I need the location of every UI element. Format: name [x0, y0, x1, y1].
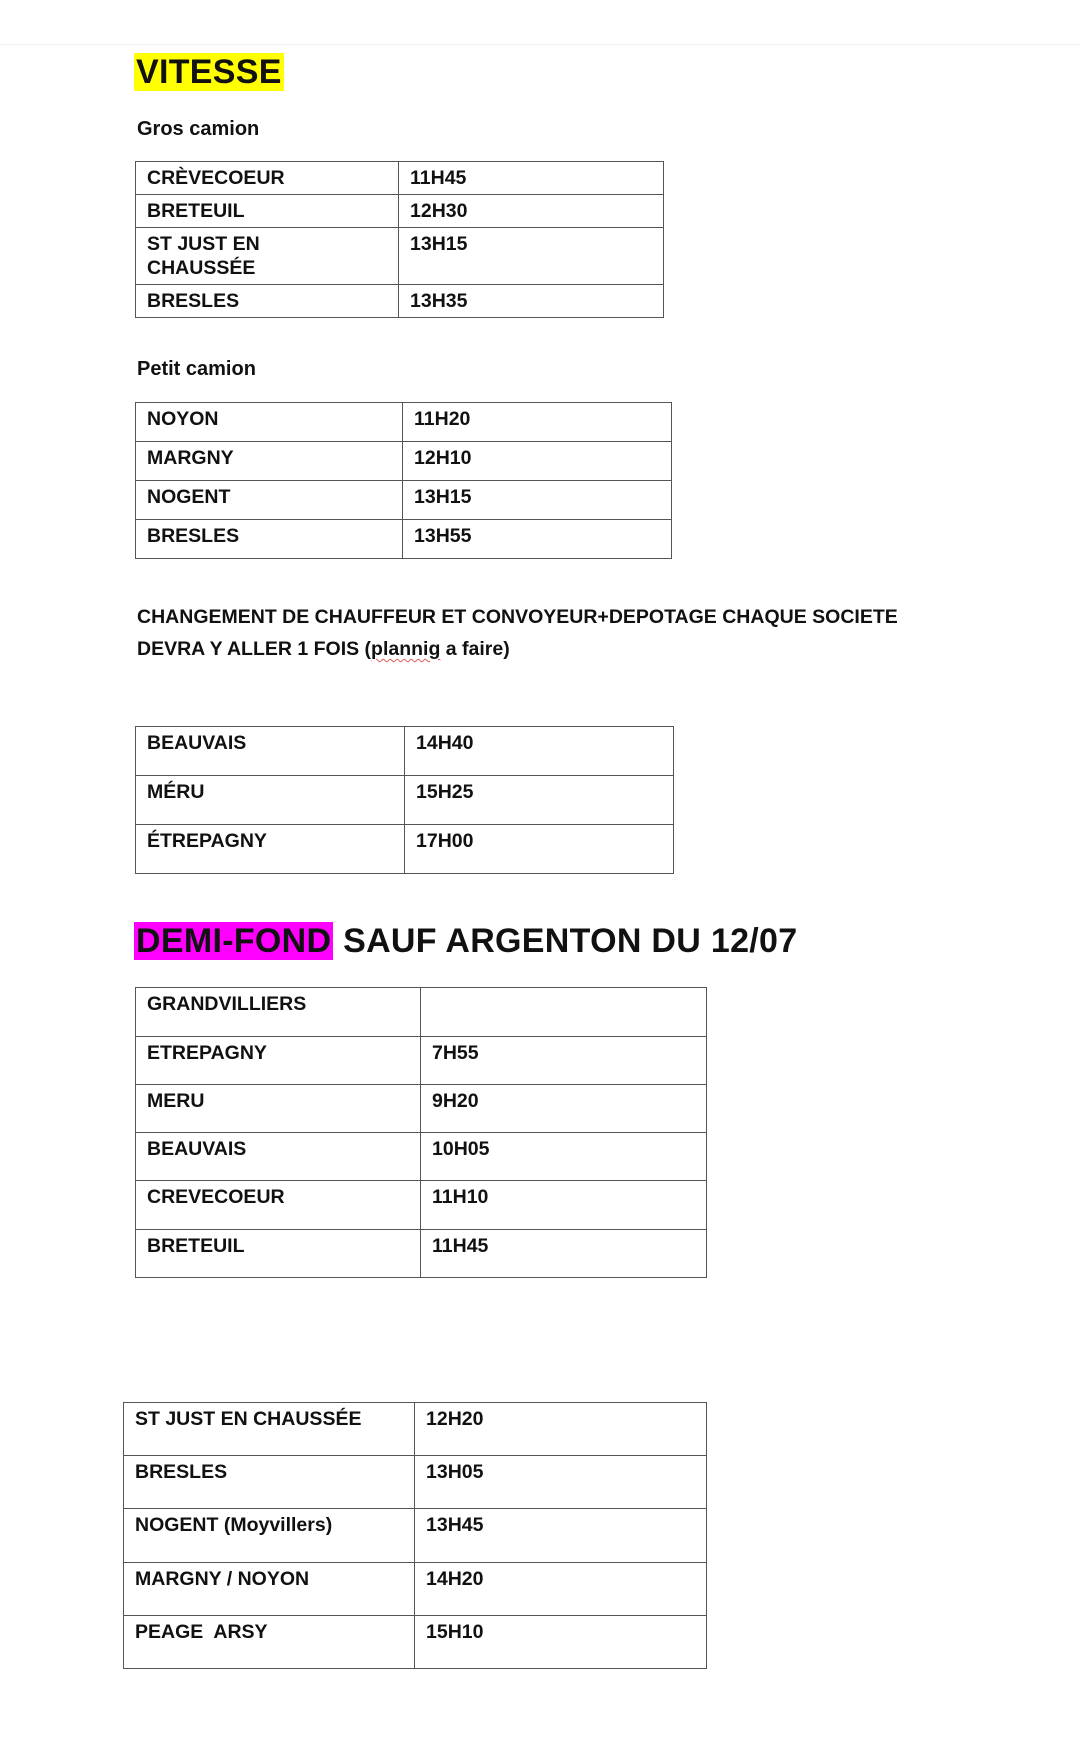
table-row — [136, 162, 664, 195]
table-row — [136, 1181, 707, 1230]
table-row — [136, 1085, 707, 1133]
top-divider — [0, 44, 1080, 45]
table-row — [136, 776, 674, 825]
place-cell: BRESLES — [136, 520, 403, 559]
place-cell: ST JUST EN CHAUSSÉE — [124, 1403, 415, 1456]
vitesse-highlight: VITESSE — [136, 53, 282, 91]
time-cell: 15H25 — [405, 776, 674, 825]
place-cell: CREVECOEUR — [136, 1181, 421, 1230]
place-cell: GRANDVILLIERS — [136, 988, 421, 1037]
place-cell: NOGENT — [136, 481, 403, 520]
demi-fond-title-rest: SAUF ARGENTON DU 12/07 — [333, 922, 798, 960]
place-cell: BRESLES — [124, 1456, 415, 1509]
gros-camion-label: Gros camion — [137, 118, 260, 140]
time-cell: 13H45 — [415, 1509, 707, 1563]
time-cell: 14H20 — [415, 1563, 707, 1616]
petit-camion-table — [135, 402, 672, 559]
place-cell: MARGNY / NOYON — [124, 1563, 415, 1616]
time-cell: 12H30 — [399, 195, 664, 228]
place-cell: BRETEUIL — [136, 1230, 421, 1278]
table-row — [136, 1037, 707, 1085]
place-cell: NOYON — [136, 403, 403, 442]
table-row — [136, 228, 664, 285]
note-line-2 — [137, 633, 1017, 665]
time-cell — [421, 988, 707, 1037]
time-cell: 13H15 — [403, 481, 672, 520]
time-cell: 10H05 — [421, 1133, 707, 1181]
place-cell: BEAUVAIS — [136, 727, 405, 776]
place-cell: BEAUVAIS — [136, 1133, 421, 1181]
table-row — [136, 285, 664, 318]
place-cell: ÉTREPAGNY — [136, 825, 405, 874]
table-row — [136, 727, 674, 776]
time-cell: 17H00 — [405, 825, 674, 874]
note-line-2-end: a faire) — [440, 638, 510, 660]
time-cell: 11H45 — [421, 1230, 707, 1278]
note-line-1: CHANGEMENT DE CHAUFFEUR ET CONVOYEUR+DEPOTAGE CHAQUE SOCIETE — [137, 606, 898, 628]
table-row — [136, 825, 674, 874]
table-row — [124, 1509, 707, 1563]
table-row — [136, 988, 707, 1037]
gros-camion-table — [135, 161, 664, 318]
table-row — [124, 1403, 707, 1456]
table-row — [136, 195, 664, 228]
time-cell: 9H20 — [421, 1085, 707, 1133]
time-cell: 13H35 — [399, 285, 664, 318]
misspelled-word: plannig — [371, 638, 441, 660]
place-cell: PEAGE ARSY — [124, 1616, 415, 1669]
time-cell: 11H45 — [399, 162, 664, 195]
place-cell: NOGENT (Moyvillers) — [124, 1509, 415, 1563]
table-row — [136, 481, 672, 520]
place-cell: MÉRU — [136, 776, 405, 825]
demi-fond-table-2 — [123, 1402, 707, 1669]
time-cell: 13H05 — [415, 1456, 707, 1509]
section-title-vitesse — [134, 50, 284, 94]
place-cell: BRESLES — [136, 285, 399, 318]
time-cell: 13H15 — [399, 228, 664, 285]
after-change-table — [135, 726, 674, 874]
time-cell: 12H20 — [415, 1403, 707, 1456]
time-cell: 15H10 — [415, 1616, 707, 1669]
place-cell: CRÈVECOEUR — [136, 162, 399, 195]
table-row — [136, 1230, 707, 1278]
table-row — [136, 520, 672, 559]
demi-fond-highlight: DEMI-FOND — [136, 922, 332, 960]
place-cell: MERU — [136, 1085, 421, 1133]
time-cell: 11H20 — [403, 403, 672, 442]
place-cell: BRETEUIL — [136, 195, 399, 228]
place-cell: MARGNY — [136, 442, 403, 481]
driver-change-note — [137, 601, 1017, 665]
table-row — [136, 442, 672, 481]
section-title-demi-fond — [134, 919, 797, 963]
note-line-2-start: DEVRA Y ALLER 1 FOIS ( — [137, 638, 372, 660]
time-cell: 13H55 — [403, 520, 672, 559]
place-cell: ST JUST EN CHAUSSÉE — [136, 228, 399, 285]
table-row — [124, 1616, 707, 1669]
time-cell: 14H40 — [405, 727, 674, 776]
table-row — [124, 1563, 707, 1616]
time-cell: 11H10 — [421, 1181, 707, 1230]
table-row — [124, 1456, 707, 1509]
demi-fond-table-1 — [135, 987, 707, 1278]
time-cell: 12H10 — [403, 442, 672, 481]
time-cell: 7H55 — [421, 1037, 707, 1085]
table-row — [136, 1133, 707, 1181]
petit-camion-label: Petit camion — [137, 358, 256, 380]
place-cell: ETREPAGNY — [136, 1037, 421, 1085]
table-row — [136, 403, 672, 442]
